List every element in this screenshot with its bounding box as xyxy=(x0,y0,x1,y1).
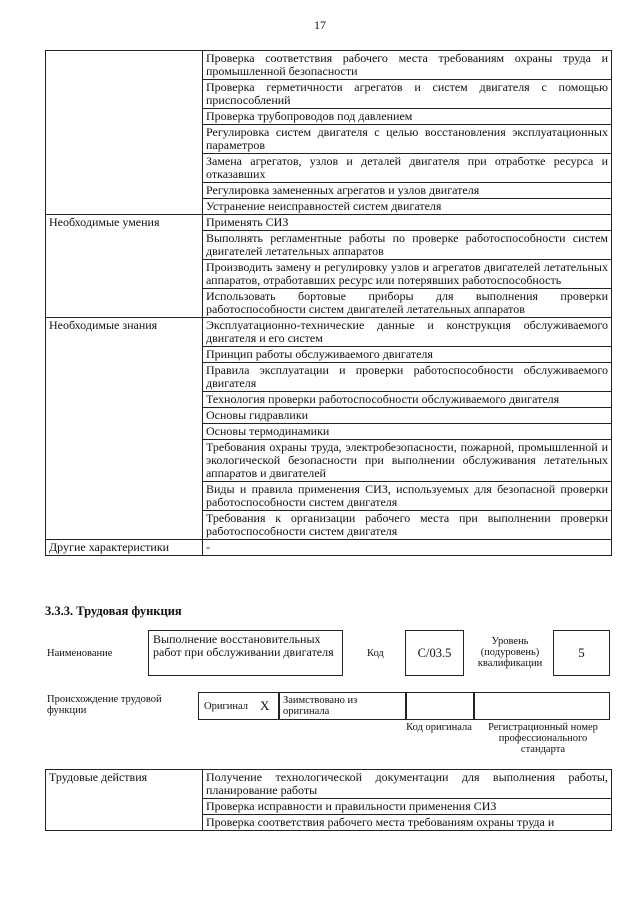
code-box xyxy=(405,630,464,676)
row-category xyxy=(46,363,203,392)
row-category: Необходимые знания xyxy=(46,318,203,347)
table-row xyxy=(46,511,612,540)
table-row xyxy=(46,424,612,440)
table-row xyxy=(46,318,612,347)
table-row xyxy=(46,109,612,125)
row-text: - xyxy=(203,540,612,556)
table-row xyxy=(46,408,612,424)
row-text: Основы термодинамики xyxy=(203,424,612,440)
row-text: Регулировка систем двигателя с целью восстановления эксплуатационных параметров xyxy=(203,125,612,154)
name-box xyxy=(148,630,343,676)
row-text: Производить замену и регулировку узлов и агрегатов двигателей летательных аппаратов, отработавших ресурс или потерявших работоспособность xyxy=(203,260,612,289)
table-row xyxy=(46,799,612,815)
row-text: Получение технологической документации для выполнения работы, планирование работы xyxy=(203,770,612,799)
row-text: Требования охраны труда, электробезопасности, пожарной, промышленной и экологической безопасности при выполнении обслуживания летательных аппаратов и двигателей xyxy=(203,440,612,482)
code-label: Код xyxy=(367,648,384,659)
code-value: C/03.5 xyxy=(417,646,452,660)
row-category xyxy=(46,183,203,199)
row-category xyxy=(46,799,203,815)
table-row xyxy=(46,51,612,80)
table-row xyxy=(46,260,612,289)
borrowed-label: Заимствовано из оригинала xyxy=(283,695,358,717)
table-row xyxy=(46,154,612,183)
table-row xyxy=(46,440,612,482)
row-category xyxy=(46,154,203,183)
table-row xyxy=(46,199,612,215)
table-row xyxy=(46,215,612,231)
page-number: 17 xyxy=(314,18,326,32)
table-row xyxy=(46,540,612,556)
table-row xyxy=(46,183,612,199)
row-category xyxy=(46,482,203,511)
table-row xyxy=(46,347,612,363)
row-text: Правила эксплуатации и проверки работоспособности обслуживаемого двигателя xyxy=(203,363,612,392)
row-text: Принцип работы обслуживаемого двигателя xyxy=(203,347,612,363)
original-cell xyxy=(198,692,280,720)
row-text: Требования к организации рабочего места при выполнении проверки работоспособности систем двигателя xyxy=(203,511,612,540)
origin-label: Происхождение трудовой функции xyxy=(47,694,162,716)
table-row xyxy=(46,482,612,511)
requirements-table xyxy=(45,50,612,556)
row-category xyxy=(46,199,203,215)
row-text: Проверка исправности и правильности применения СИЗ xyxy=(203,799,612,815)
code-original-caption: Код оригинала xyxy=(406,722,472,733)
reg-number-cell xyxy=(473,692,610,720)
row-text: Проверка соответствия рабочего места требованиям охраны труда и промышленной безопасности xyxy=(203,51,612,80)
code-original-cell xyxy=(405,692,475,720)
original-mark: X xyxy=(260,698,270,713)
row-category xyxy=(46,125,203,154)
row-text: Применять СИЗ xyxy=(203,215,612,231)
row-category xyxy=(46,289,203,318)
table-row xyxy=(46,80,612,109)
level-value: 5 xyxy=(578,645,585,660)
name-label: Наименование xyxy=(47,648,113,659)
row-text: Технология проверки работоспособности обслуживаемого двигателя xyxy=(203,392,612,408)
table-row xyxy=(46,815,612,831)
level-label: Уровень (подуровень) квалификации xyxy=(477,636,543,669)
row-category xyxy=(46,392,203,408)
row-category xyxy=(46,231,203,260)
row-text: Эксплуатационно-технические данные и конструкция обслуживаемого двигателя и его систем xyxy=(203,318,612,347)
row-category: Другие характеристики xyxy=(46,540,203,556)
row-text: Регулировка замененных агрегатов и узлов двигателя xyxy=(203,183,612,199)
row-category xyxy=(46,260,203,289)
row-category xyxy=(46,511,203,540)
row-category xyxy=(46,424,203,440)
table-row xyxy=(46,231,612,260)
row-text: Виды и правила применения СИЗ, используемых для безопасной проверки работоспособности систем двигателя xyxy=(203,482,612,511)
row-category xyxy=(46,815,203,831)
section-title: 3.3.3. Трудовая функция xyxy=(45,604,182,618)
row-category xyxy=(46,51,203,80)
name-value: Выполнение восстановительных работ при обслуживании двигателя xyxy=(153,632,334,659)
row-category xyxy=(46,347,203,363)
table-row xyxy=(46,770,612,799)
row-category xyxy=(46,80,203,109)
original-label: Оригинал xyxy=(204,701,248,712)
row-text: Основы гидравлики xyxy=(203,408,612,424)
table-row xyxy=(46,363,612,392)
row-text: Устранение неисправностей систем двигателя xyxy=(203,199,612,215)
row-text: Проверка трубопроводов под давлением xyxy=(203,109,612,125)
table-row xyxy=(46,125,612,154)
reg-number-caption: Регистрационный номер профессионального стандарта xyxy=(488,722,598,755)
row-text: Замена агрегатов, узлов и деталей двигателя при отработке ресурса и отказавших xyxy=(203,154,612,183)
row-category xyxy=(46,440,203,482)
table-row xyxy=(46,289,612,318)
table-row xyxy=(46,392,612,408)
row-text: Выполнять регламентные работы по проверке работоспособности систем двигателей летательных аппаратов xyxy=(203,231,612,260)
level-box xyxy=(553,630,610,676)
row-category xyxy=(46,408,203,424)
borrowed-cell xyxy=(278,692,407,720)
labor-actions-table xyxy=(45,769,612,831)
row-category: Необходимые умения xyxy=(46,215,203,231)
row-text: Проверка герметичности агрегатов и систем двигателя с помощью приспособлений xyxy=(203,80,612,109)
row-text: Использовать бортовые приборы для выполнения проверки работоспособности систем двигателей летательных аппаратов xyxy=(203,289,612,318)
row-category: Трудовые действия xyxy=(46,770,203,799)
row-text: Проверка соответствия рабочего места требованиям охраны труда и xyxy=(203,815,612,831)
row-category xyxy=(46,109,203,125)
